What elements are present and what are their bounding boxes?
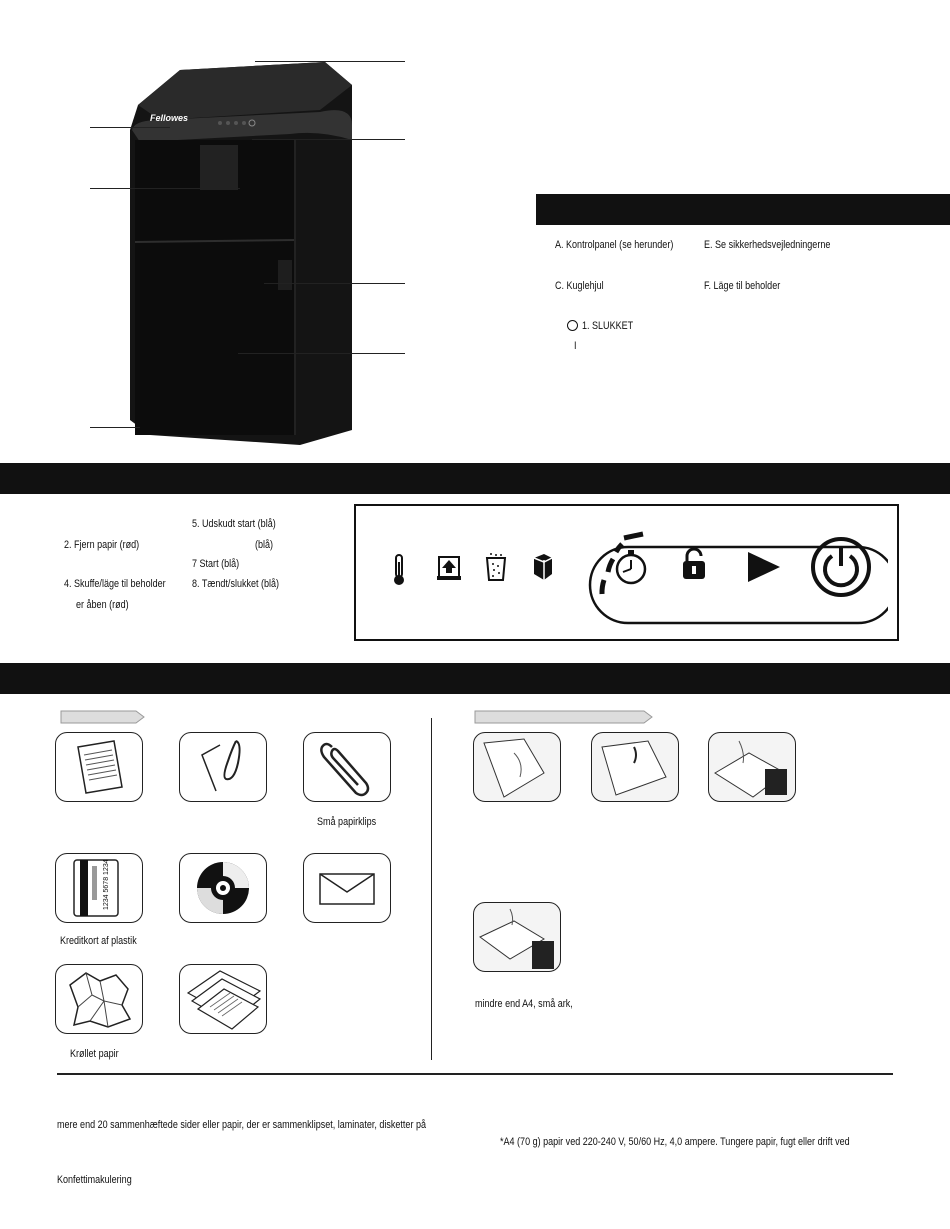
card-number: 1234 5678 1234 [103,859,110,910]
control-panel-diagram [354,504,899,641]
crumpled-paper-icon-box [55,964,143,1034]
play-icon[interactable] [746,550,782,584]
switch-off-label: 1. SLUKKET [582,320,634,332]
off-circle-icon [567,320,578,331]
lock-icon[interactable] [680,546,708,582]
loading-step-photo-2 [591,732,679,802]
control-panel-header-band [0,463,950,494]
paper-icon-box [55,732,143,802]
brand-logo: Fellowes [150,113,189,123]
shreddable-header-band [0,663,950,694]
accepted-arrow-tag [60,710,145,725]
leader-line [90,188,240,189]
paper-icon [56,733,142,801]
legend-item-6-cont: (blå) [255,539,274,551]
component-f: F. Läge til beholder [704,280,781,292]
footer-line-3: Konfettimakulering [57,1174,132,1186]
components-header-band [536,194,950,225]
paper-clip-icon [304,733,390,801]
legend-item-2: 2. Fjern papir (rød) [64,539,140,551]
credit-card-icon [56,854,142,922]
credit-card-label: Kreditkort af plastik [60,935,137,947]
loading-step-photo-3 [708,732,796,802]
legend-item-4: 4. Skuffe/läge til beholder [64,578,166,590]
staple-icon-box [179,732,267,802]
leader-line [255,61,405,62]
bin-open-icon [530,552,556,582]
bin-full-icon [484,552,508,582]
section-divider [431,718,432,1060]
envelope-icon-box [303,853,391,923]
legend-item-4-cont: er åben (rød) [76,599,129,611]
staple-icon [180,733,266,801]
small-clips-label: Små papirklips [317,816,377,828]
component-a: A. Kontrolpanel (se herunder) [555,239,674,251]
footer-rule [57,1073,893,1075]
timer-icon[interactable] [612,548,650,586]
paper-stack-icon [180,965,266,1033]
paper-clip-icon-box [303,732,391,802]
loading-arrow-tag [474,710,654,725]
footer-line-1: mere end 20 sammenhæftede sider eller papir, der er sammenklipset, laminater, disketter på [57,1119,426,1131]
paper-stack-icon-box [179,964,267,1034]
power-icon[interactable] [810,536,872,598]
leader-line [90,127,170,128]
credit-card-icon-box [55,853,143,923]
cd-icon [180,854,266,922]
envelope-icon [304,854,390,922]
footer-line-2: *A4 (70 g) papir ved 220-240 V, 50/60 Hz, 4,0 ampere. Tungere papir, fugt eller drift ved [500,1136,850,1148]
loading-step-photo-4 [473,902,561,972]
shredder-illustration [120,50,370,450]
paper-jam-icon [436,554,462,582]
switch-on-label: I [574,340,577,352]
leader-line [252,139,405,140]
thermometer-icon [392,554,406,586]
crumpled-paper-icon [56,965,142,1033]
legend-item-5: 5. Udskudt start (blå) [192,518,276,530]
legend-item-7: 7 Start (blå) [192,558,240,570]
leader-line [264,283,405,284]
loading-note: mindre end A4, små ark, [475,998,573,1010]
leader-line [90,427,140,428]
legend-item-8: 8. Tændt/slukket (blå) [192,578,280,590]
cd-icon-box [179,853,267,923]
component-e: E. Se sikkerhedsvejledningerne [704,239,831,251]
leader-line [238,353,405,354]
crumpled-label: Krøllet papir [70,1048,119,1060]
component-c: C. Kuglehjul [555,280,604,292]
loading-step-photo-1 [473,732,561,802]
